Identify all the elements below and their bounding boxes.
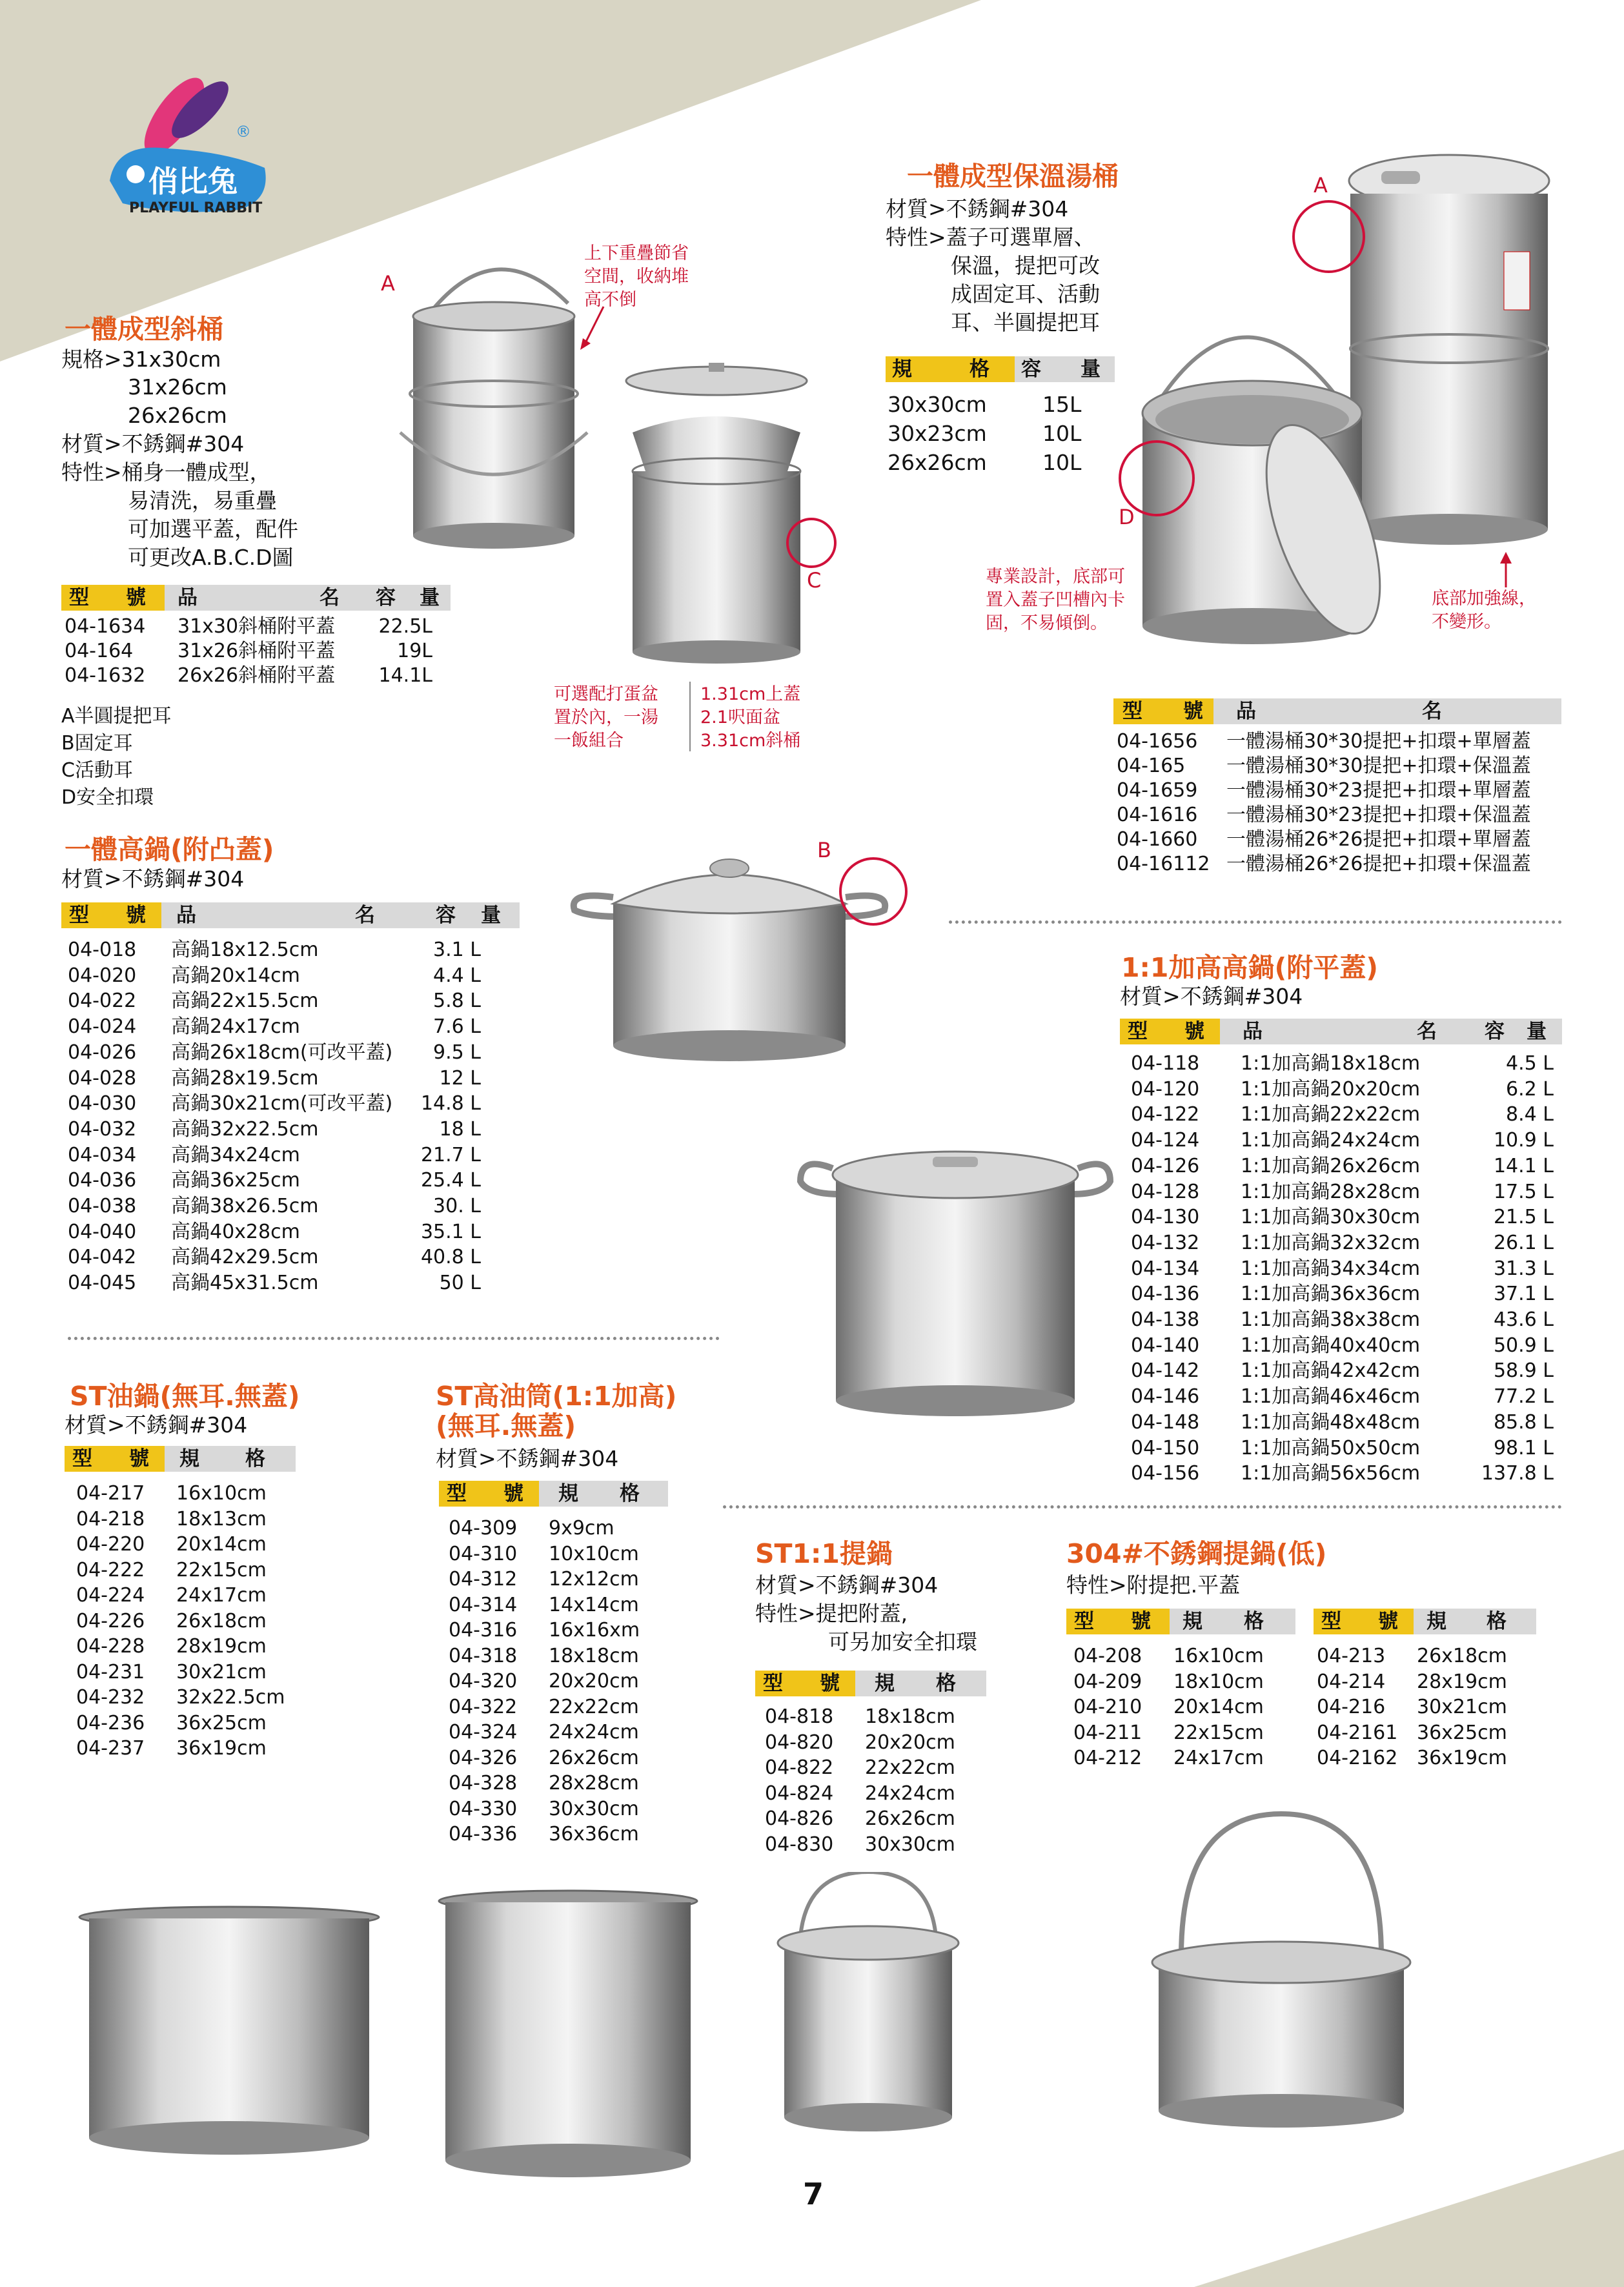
table-row: 04-824 24x24cm	[765, 1782, 955, 1805]
table-row: 04-16112 一體湯桶26*26提把+扣環+保溫蓋	[1117, 853, 1531, 875]
table-row: 04-330 30x30cm	[449, 1797, 639, 1820]
table-row: 04-214 28x19cm	[1317, 1670, 1507, 1693]
section-title: 1:1加高高鍋(附平蓋)	[1121, 952, 1378, 983]
note-bowl: 可選配打蛋盆 置於內，一湯 一飯組合	[554, 684, 658, 751]
table-row: 04-1616 一體湯桶30*23提把+扣環+保溫蓋	[1117, 804, 1531, 826]
table-row: 04-209 18x10cm	[1073, 1670, 1264, 1693]
table-row: 26x26cm 10L	[888, 450, 1082, 475]
dotted-divider	[723, 1505, 1562, 1509]
table-row: 30x23cm 10L	[888, 421, 1082, 446]
table-row: 04-1659 一體湯桶30*23提把+扣環+單層蓋	[1117, 779, 1531, 802]
size-table	[888, 390, 1081, 477]
dotted-divider	[68, 1337, 720, 1340]
dotted-divider	[949, 920, 1562, 924]
spec-line: 易清洗，易重疊	[128, 488, 277, 513]
note-stacking: 上下重疊節省 空間，收納堆 高不倒	[584, 243, 689, 310]
spec-line: 可更改A.B.C.D圖	[128, 545, 294, 570]
spec-line: 保溫，提把可改	[951, 253, 1100, 278]
bucket-stack-photo	[387, 245, 594, 568]
section-title: ST油鍋(無耳.無蓋)	[70, 1381, 300, 1412]
section-title: ST高油筒(1:1加高)	[436, 1381, 677, 1412]
lidded-pail-photo	[762, 1872, 975, 2143]
table-header: 型 號 品 名 容 量	[61, 902, 520, 928]
spec-line: 31x26cm	[128, 374, 227, 400]
section-title: 一體成型斜桶	[65, 314, 223, 345]
table-row: 04-210 20x14cm	[1073, 1696, 1264, 1718]
product-table	[449, 1516, 640, 1847]
spec-line: 規格>31x30cm	[61, 347, 221, 372]
table-row: 04-216 30x21cm	[1317, 1696, 1507, 1718]
label-a: A	[381, 271, 395, 296]
spec-line: 可另加安全扣環	[828, 1629, 977, 1654]
table-row: 04-040 高鍋40x28cm 35.1 L	[68, 1220, 481, 1243]
product-table	[68, 937, 481, 1296]
spec-line: 可加選平蓋，配件	[128, 516, 298, 542]
tall-oil-pot-photo	[432, 1888, 704, 2185]
table-row: 04-018 高鍋18x12.5cm 3.1 L	[68, 939, 481, 961]
table-row: 04-336 36x36cm	[449, 1823, 639, 1845]
table-row: 04-211 22x15cm	[1073, 1721, 1264, 1744]
table-row: 04-134 1:1加高鍋34x34cm 31.3 L	[1131, 1257, 1554, 1280]
table-row: 04-140 1:1加高鍋40x40cm 50.9 L	[1131, 1334, 1554, 1357]
table-row: 04-1656 一體湯桶30*30提把+扣環+單層蓋	[1117, 730, 1531, 753]
product-table	[1117, 729, 1531, 877]
table-row: 04-028 高鍋28x19.5cm 12 L	[68, 1066, 481, 1090]
bucket-lid-bowl-photo	[613, 361, 820, 671]
table-row: 04-237 36x19cm	[76, 1737, 267, 1760]
table-row: 04-148 1:1加高鍋48x48cm 85.8 L	[1131, 1410, 1554, 1434]
table-header: 型 號 品 名 容 量	[1120, 1019, 1562, 1044]
table-row: 04-224 24x17cm	[76, 1584, 267, 1607]
table-row: 04-022 高鍋22x15.5cm 5.8 L	[68, 990, 481, 1013]
table-row: 04-228 28x19cm	[76, 1635, 267, 1658]
arrow-icon	[578, 303, 610, 355]
table-row: 04-226 26x18cm	[76, 1609, 267, 1632]
spec-line: 耳、半圓提把耳	[951, 310, 1100, 335]
section-title: 304#不銹鋼提鍋(低)	[1066, 1538, 1327, 1569]
table-header: 型 號 品 名	[1113, 698, 1561, 724]
table-row: 04-120 1:1加高鍋20x20cm 6.2 L	[1131, 1077, 1554, 1101]
page-number: 7	[803, 2177, 824, 2211]
table-row: 04-026 高鍋26x18cm(可改平蓋) 9.5 L	[68, 1041, 481, 1064]
table-row: 04-218 18x13cm	[76, 1507, 267, 1530]
section-title: ST1:1提鍋	[755, 1538, 893, 1569]
table-row: 04-322 22x22cm	[449, 1695, 639, 1718]
table-row: 04-231 30x21cm	[76, 1660, 267, 1683]
product-table	[65, 615, 432, 688]
table-row: 04-220 20x14cm	[76, 1533, 267, 1556]
legend-item: A半圓提把耳	[61, 705, 172, 727]
material-line: 材質>不銹鋼#304	[436, 1446, 619, 1471]
spec-line: 特性>提把附蓋,	[755, 1601, 908, 1626]
table-row: 04-132 1:1加高鍋32x32cm 26.1 L	[1131, 1231, 1554, 1254]
table-row: 04-156 1:1加高鍋56x56cm 137.8 L	[1131, 1462, 1554, 1485]
material-line: 材質>不銹鋼#304	[61, 866, 245, 891]
table-row: 04-830 30x30cm	[765, 1833, 955, 1856]
table-row: 04-314 14x14cm	[449, 1593, 639, 1616]
table-header: 型 號 規 格	[439, 1481, 668, 1507]
table-row: 04-1660 一體湯桶26*26提把+扣環+單層蓋	[1117, 828, 1531, 851]
brand-logo	[97, 71, 278, 219]
spec-line: 特性>桶身一體成型，	[61, 460, 271, 485]
spec-line: 材質>不銹鋼#304	[755, 1572, 939, 1598]
table-row: 30x30cm 15L	[888, 392, 1082, 417]
product-table	[1317, 1643, 1507, 1771]
label-b: B	[817, 838, 831, 862]
label-a: A	[1314, 173, 1328, 198]
table-row: 04-034 高鍋34x24cm 21.7 L	[68, 1143, 481, 1166]
table-header: 型 號 規 格	[755, 1671, 986, 1696]
table-row: 04-326 26x26cm	[449, 1746, 639, 1769]
table-row: 04-217 16x10cm	[76, 1482, 267, 1505]
table-row: 04-212 24x17cm	[1073, 1747, 1264, 1769]
table-row: 04-312 12x12cm	[449, 1568, 639, 1591]
section-subtitle: (無耳.無蓋)	[436, 1410, 576, 1441]
table-row: 04-142 1:1加高鍋42x42cm 58.9 L	[1131, 1359, 1554, 1383]
table-row: 04-164 31x26斜桶附平蓋 19L	[65, 640, 432, 662]
legend-item: B固定耳	[61, 732, 133, 755]
table-row: 04-032 高鍋32x22.5cm 18 L	[68, 1117, 481, 1141]
table-row: 04-822 22x22cm	[765, 1756, 955, 1779]
table-row: 04-024 高鍋24x17cm 7.6 L	[68, 1015, 481, 1039]
feature-line: 特性>附提把.平蓋	[1066, 1572, 1241, 1598]
note-combo: 1.31cm上蓋 2.1呎面盆 3.31cm斜桶	[700, 684, 801, 751]
table-row: 04-030 高鍋30x21cm(可改平蓋) 14.8 L	[68, 1092, 481, 1115]
table-row: 04-122 1:1加高鍋22x22cm 8.4 L	[1131, 1103, 1554, 1126]
table-row: 04-126 1:1加高鍋26x26cm 14.1 L	[1131, 1154, 1554, 1177]
brand-subtitle: PLAYFUL RABBIT	[129, 200, 263, 216]
table-row: 04-128 1:1加高鍋28x28cm 17.5 L	[1131, 1180, 1554, 1203]
product-table	[76, 1481, 285, 1762]
table-row: 04-136 1:1加高鍋36x36cm 37.1 L	[1131, 1283, 1554, 1306]
brand-reg: ®	[236, 123, 251, 141]
brand-name: 俏比兔	[148, 164, 238, 199]
spec-line: 材質>不銹鋼#304	[886, 196, 1069, 221]
spec-line: 特性>蓋子可選單層、	[886, 225, 1095, 250]
table-header: 型 號 品 名 容 量	[61, 585, 451, 611]
section-title: 一體高鍋(附凸蓋)	[65, 834, 274, 865]
table-header: 型 號 規 格	[65, 1446, 296, 1472]
spec-line: 材質>不銹鋼#304	[61, 431, 245, 456]
table-row: 04-826 26x26cm	[765, 1807, 955, 1830]
table-row: 04-124 1:1加高鍋24x24cm 10.9 L	[1131, 1129, 1554, 1152]
table-row: 04-222 22x15cm	[76, 1558, 267, 1581]
divider	[689, 682, 691, 751]
table-row: 04-213 26x18cm	[1317, 1645, 1507, 1667]
arrow-icon	[1496, 552, 1516, 591]
table-row: 04-165 一體湯桶30*30提把+扣環+保溫蓋	[1117, 755, 1531, 777]
highlight-circle	[786, 518, 837, 568]
table-row: 04-818 18x18cm	[765, 1705, 955, 1728]
table-row: 04-316 16x16xm	[449, 1619, 640, 1642]
table-row: 04-038 高鍋38x26.5cm 30. L	[68, 1195, 481, 1218]
tall-stock-pot-photo	[794, 1143, 1117, 1420]
table-row: 04-236 36x25cm	[76, 1711, 267, 1734]
table-row: 04-2162 36x19cm	[1317, 1747, 1507, 1769]
label-d: D	[1119, 505, 1135, 529]
table-row: 04-318 18x18cm	[449, 1644, 639, 1667]
highlight-circle	[839, 857, 908, 926]
table-header: 型 號 規 格	[1314, 1609, 1536, 1634]
table-row: 04-1634 31x30斜桶附平蓋 22.5L	[65, 615, 432, 638]
table-header: 規 格 容 量	[886, 356, 1115, 382]
table-row: 04-310 10x10cm	[449, 1542, 639, 1565]
table-row: 04-208 16x10cm	[1073, 1645, 1264, 1667]
product-table	[765, 1704, 955, 1857]
table-row: 04-324 24x24cm	[449, 1721, 639, 1743]
table-row: 04-820 20x20cm	[765, 1731, 955, 1754]
oil-pot-photo	[71, 1904, 387, 2162]
spec-line: 成固定耳、活動	[951, 281, 1100, 307]
material-line: 材質>不銹鋼#304	[1120, 984, 1303, 1009]
section-title: 一體成型保溫湯桶	[907, 161, 1119, 192]
legend-item: D安全扣環	[61, 786, 154, 809]
table-row: 04-2161 36x25cm	[1317, 1721, 1507, 1744]
table-row: 04-146 1:1加高鍋46x46cm 77.2 L	[1131, 1385, 1554, 1408]
table-row: 04-036 高鍋36x25cm 25.4 L	[68, 1169, 481, 1192]
note-reinforce: 底部加強線， 不變形。	[1432, 589, 1536, 632]
table-row: 04-232 32x22.5cm	[76, 1686, 285, 1709]
spec-line: 26x26cm	[128, 403, 227, 428]
table-row: 04-020 高鍋20x14cm 4.4 L	[68, 964, 481, 987]
table-row: 04-138 1:1加高鍋38x38cm 43.6 L	[1131, 1308, 1554, 1332]
material-line: 材質>不銹鋼#304	[65, 1412, 248, 1438]
table-row: 04-320 20x20cm	[449, 1670, 639, 1692]
highlight-circle	[1292, 200, 1365, 273]
table-row: 04-328 28x28cm	[449, 1772, 639, 1794]
table-row: 04-309 9x9cm	[449, 1517, 614, 1540]
low-pail-photo	[1136, 1807, 1426, 2143]
label-c: C	[807, 568, 822, 593]
table-row: 04-042 高鍋42x29.5cm 40.8 L	[68, 1246, 481, 1269]
table-row: 04-130 1:1加高鍋30x30cm 21.5 L	[1131, 1206, 1554, 1229]
table-row: 04-118 1:1加高鍋18x18cm 4.5 L	[1131, 1052, 1554, 1075]
legend-item: C活動耳	[61, 759, 133, 782]
table-header: 型 號 規 格	[1066, 1609, 1295, 1634]
table-row: 04-150 1:1加高鍋50x50cm 98.1 L	[1131, 1436, 1554, 1459]
product-table	[1131, 1051, 1554, 1487]
table-row: 04-045 高鍋45x31.5cm 50 L	[68, 1272, 481, 1295]
table-row: 04-1632 26x26斜桶附平蓋 14.1L	[65, 664, 432, 687]
note-bottom-design: 專業設計，底部可 置入蓋子凹槽內卡 固，不易傾倒。	[986, 567, 1125, 633]
product-table	[1073, 1643, 1264, 1771]
